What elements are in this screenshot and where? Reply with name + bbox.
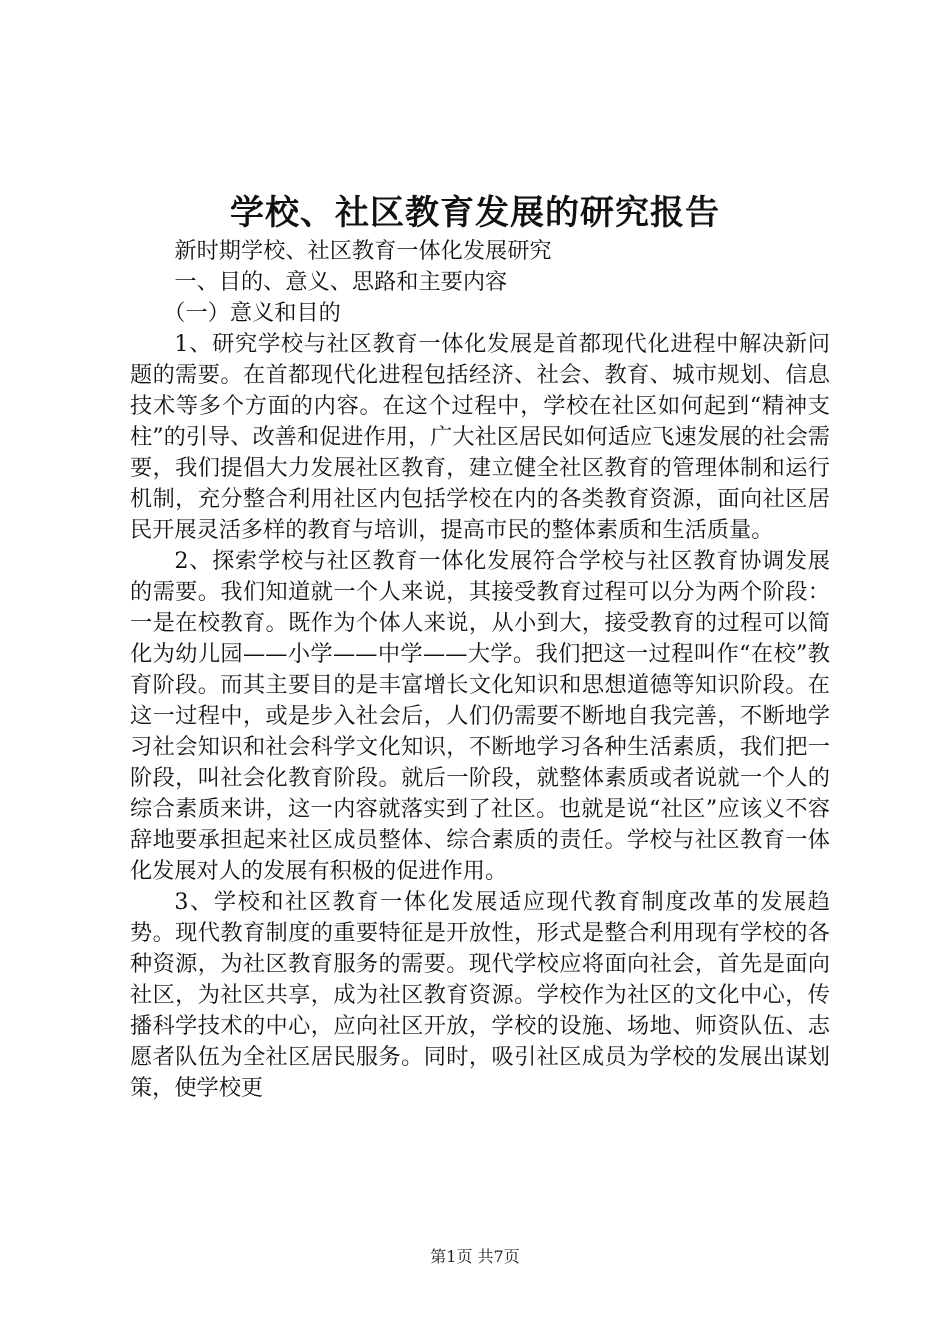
document-subtitle: 新时期学校、社区教育一体化发展研究 [174,238,552,264]
page-footer: 第1页 共7页 [430,1247,520,1266]
paragraph-3: 3、学校和社区教育一体化发展适应现代教育制度改革的发展趋势。现代教育制度的重要特征是开放性，形式是整合利用现有学校的各种资源，为社区教育服务的需要。现代学校应将面向社会，首先是面向社区，为社区共享，成为社区教育资源。学校作为社区的文化中心，传播科学技术的中心，应向社区开放，学校的设施、场地、师资队伍、志愿者队伍为全社区居民服务。同时，吸引社区成员为学校的发展出谋划策，使学校更 [130,889,830,1101]
paragraph-2: 2、探索学校与社区教育一体化发展符合学校与社区教育协调发展的需要。我们知道就一个人来说，其接受教育过程可以分为两个阶段：一是在校教育。既作为个体人来说，从小到大，接受教育的过程可以简化为幼儿园——小学——中学——大学。我们把这一过程叫作“在校”教育阶段。而其主要目的是丰富增长文化知识和思想道德等知识阶段。在这一过程中，或是步入社会后，人们仍需要不断地自我完善，不断地学习社会知识和社会科学文化知识，不断地学习各种生活素质，我们把一阶段，叫社会化教育阶段。就后一阶段，就整体素质或者说就一个人的综合素质来讲，这一内容就落实到了社区。也就是说“社区”应该义不容辞地要承担起来社区成员整体、综合素质的责任。学校与社区教育一体化发展对人的发展有积极的促进作用。 [130,548,830,884]
document-body [130,236,830,1104]
document-title: 学校、社区教育发展的研究报告 [230,193,720,233]
section-heading: 一、目的、意义、思路和主要内容 [174,269,508,295]
subsection-heading: （一）意义和目的 [163,300,341,326]
paragraph-1: 1、研究学校与社区教育一体化发展是首都现代化进程中解决新问题的需要。在首都现代化进程包括经济、社会、教育、城市规划、信息技术等多个方面的内容。在这个过程中，学校在社区如何起到“精神支柱”的引导、改善和促进作用，广大社区居民如何适应飞速发展的社会需要，我们提倡大力发展社区教育，建立健全社区教育的管理体制和运行机制，充分整合利用社区内包括学校在内的各类教育资源，面向社区居民开展灵活多样的教育与培训，提高市民的整体素质和生活质量。 [130,331,830,543]
